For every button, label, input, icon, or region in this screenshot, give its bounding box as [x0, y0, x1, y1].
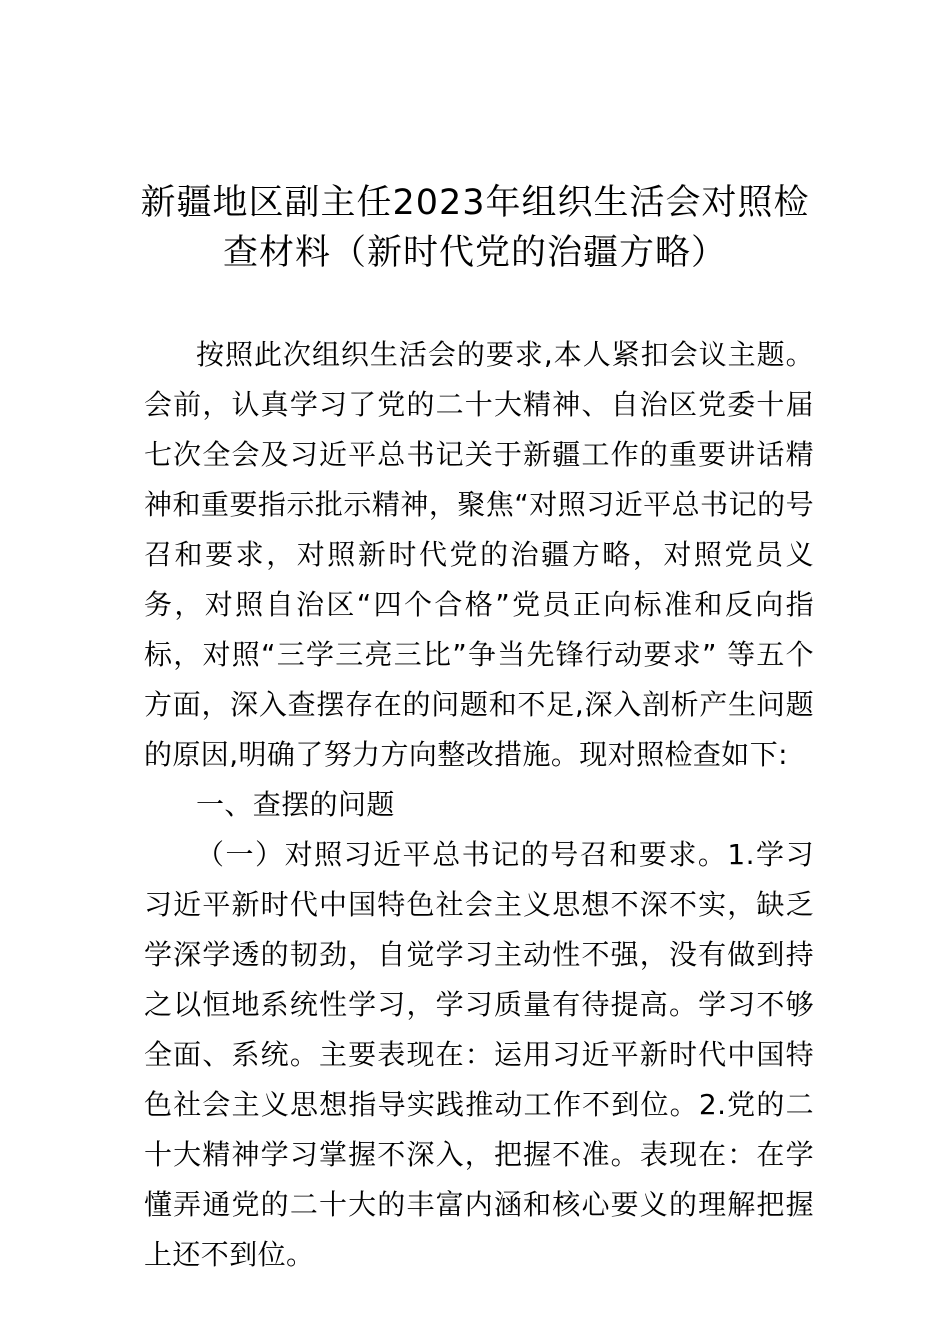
- title-line-2: 查材料（新时代党的治疆方略）: [222, 233, 727, 273]
- section-heading: 一、查摆的问题: [196, 788, 395, 821]
- document-title: [120, 178, 830, 278]
- title-line-1: 新疆地区副主任2023年组织生活会对照检: [140, 183, 810, 223]
- subsection-paragraph: （一）对照习近平总书记的号召和要求。1.学习习近平新时代中国特色社会主义思想不深不实，缺乏学深学透的韧劲，自觉学习主动性不强，没有做到持之以恒地系统性学习，学习质量有待提高。学习不够全面、系统。主要表现在：运用习近平新时代中国特色社会主义思想指导实践推动工作不到位。2.党的二十大精神学习掌握不深入，把握不准。表现在：在学懂弄通党的二十大的丰富内涵和核心要义的理解把握上还不到位。: [144, 838, 814, 1271]
- document-body: [144, 330, 814, 1280]
- intro-paragraph: 按照此次组织生活会的要求,本人紧扣会议主题。会前，认真学习了党的二十大精神、自治区党委十届七次全会及习近平总书记关于新疆工作的重要讲话精神和重要指示批示精神，聚焦“对照习近平总书记的号召和要求，对照新时代党的治疆方略，对照党员义务，对照自治区“四个合格”党员正向标准和反向指标，对照“三学三亮三比”争当先锋行动要求” 等五个方面，深入查摆存在的问题和不足,深入剖析产生问题的原因,明确了努力方向整改措施。现对照检查如下:: [144, 338, 814, 771]
